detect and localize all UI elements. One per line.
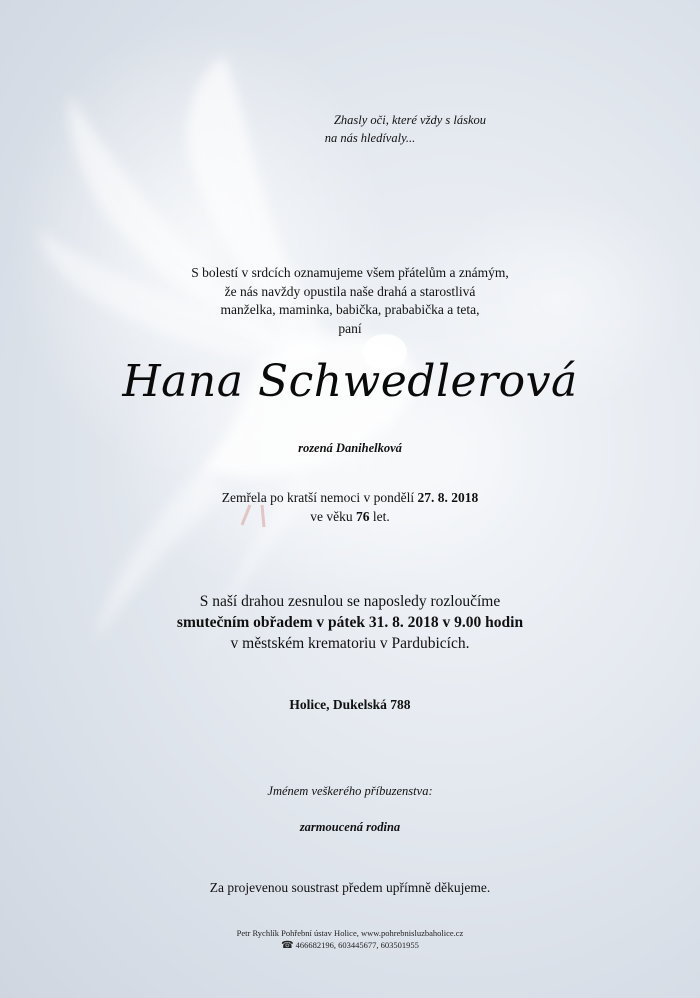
intro-line-1: S bolestí v srdcích oznamujeme všem přátelům a známým,	[191, 265, 509, 280]
deceased-name: Hana Schwedlerová	[122, 356, 578, 407]
footer-phones	[0, 940, 700, 951]
death-date: 27. 8. 2018	[417, 490, 479, 505]
footer-phone-numbers: 466682196, 603445677, 603501955	[295, 940, 419, 950]
age-value: 76	[355, 509, 370, 524]
motto-line-2: na nás hledívaly...	[324, 131, 416, 145]
address: Holice, Dukelská 788	[289, 697, 411, 712]
ceremony-line-1: S naší drahou zesnulou se naposledy rozloučíme	[199, 593, 501, 610]
maiden-name: rozená Danihelková	[298, 441, 402, 455]
motto-line-1: Zhasly oči, které vždy s láskou	[333, 113, 487, 127]
death-line-2	[0, 509, 700, 525]
death-text: Zemřela po kratší nemoci v pondělí	[221, 490, 418, 505]
age-suffix: let.	[369, 509, 390, 524]
family-intro: Jménem veškerého příbuzenstva:	[267, 784, 433, 798]
intro-line-2: že nás navždy opustila naše drahá a starostlivá	[224, 284, 476, 299]
phone-icon: ☎	[281, 940, 294, 951]
footer-funeral-home: Petr Rychlík Pohřební ústav Holice, www.pohrebnisluzbaholice.cz	[236, 928, 464, 938]
ceremony-line-3: v městském krematoriu v Pardubicích.	[230, 635, 470, 652]
thanks-line: Za projevenou soustrast předem upřímně děkujeme.	[209, 880, 491, 895]
death-line-1	[0, 490, 700, 506]
age-prefix: ve věku	[310, 509, 356, 524]
intro-line-3: manželka, maminka, babička, prababička a teta,	[220, 302, 480, 317]
ceremony-line-2: smutečním obřadem v pátek 31. 8. 2018 v 9.00 hodin	[176, 614, 524, 631]
intro-line-4: paní	[338, 321, 362, 336]
family-signature: zarmoucená rodina	[299, 820, 401, 834]
